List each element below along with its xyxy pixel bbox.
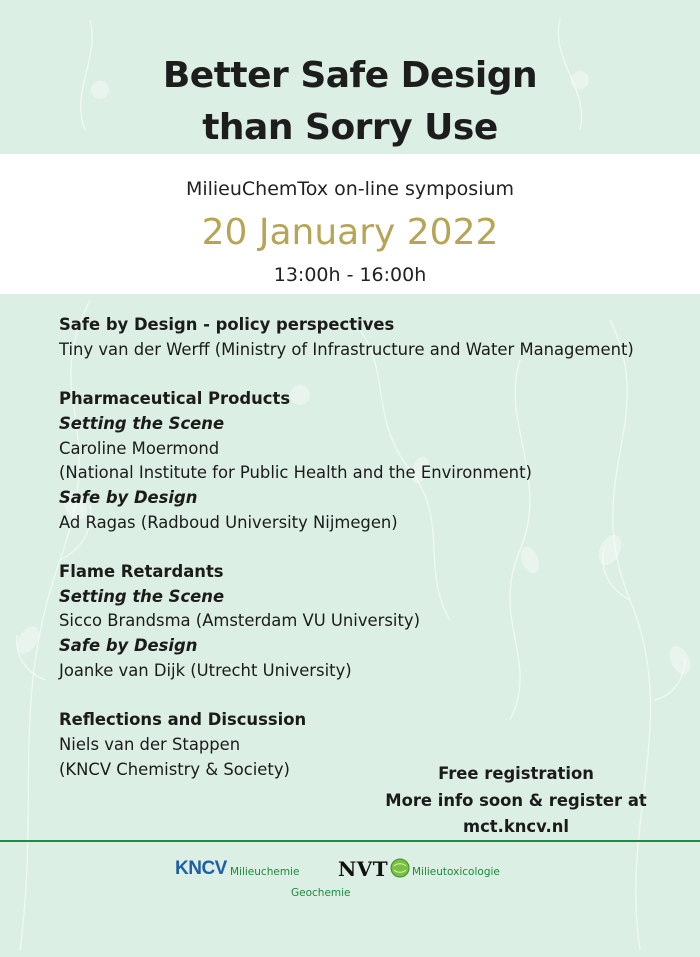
poster-title — [0, 50, 700, 154]
program-section-heading: Safe by Design - policy perspectives — [59, 315, 395, 334]
event-date: 20 January 2022 — [201, 212, 499, 253]
program-spacer — [59, 362, 679, 387]
program-session-title: Setting the Scene — [59, 413, 225, 433]
registration-line-2: More info soon & register at — [385, 790, 647, 810]
registration-line-1: Free registration — [438, 764, 594, 783]
kncv-geochemie-label: Geochemie — [291, 887, 351, 899]
nvt-logo: NVT — [338, 857, 389, 881]
program-speaker: Sicco Brandsma (Amsterdam VU University) — [59, 611, 420, 631]
title-line-1: Better Safe Design — [162, 55, 538, 96]
footer-divider — [0, 840, 700, 842]
title-line-2: than Sorry Use — [202, 107, 498, 148]
program-list — [59, 313, 679, 782]
program-section-heading: Reflections and Discussion — [59, 710, 307, 730]
nvt-globe-icon — [390, 858, 410, 878]
nvt-milieutoxicologie-label: Milieutoxicologie — [412, 866, 500, 878]
program-session-title: Safe by Design — [59, 636, 198, 656]
program-session-title: Setting the Scene — [59, 586, 225, 606]
program-speaker: Niels van der Stappen — [59, 734, 241, 754]
kncv-milieuchemie-label: Milieuchemie — [230, 866, 300, 878]
program-spacer — [59, 535, 679, 560]
program-spacer — [59, 684, 679, 709]
program-speaker: Joanke van Dijk (Utrecht University) — [59, 660, 352, 680]
program-section-heading: Pharmaceutical Products — [59, 389, 291, 409]
registration-info — [380, 761, 652, 841]
kncv-logo: KNCV — [175, 858, 227, 879]
event-subtitle: MilieuChemTox on-line symposium — [185, 178, 515, 200]
program-session-title: Safe by Design — [59, 487, 198, 507]
program-section-heading: Flame Retardants — [59, 562, 224, 581]
program-speaker: (National Institute for Public Health and the Environment) — [59, 463, 532, 483]
program-speaker: Caroline Moermond — [59, 438, 220, 458]
event-info-band — [0, 154, 700, 294]
registration-url[interactable]: mct.kncv.nl — [462, 817, 569, 836]
program-speaker: Ad Ragas (Radboud University Nijmegen) — [59, 512, 398, 532]
program-speaker: (KNCV Chemistry & Society) — [59, 759, 290, 779]
program-speaker: Tiny van der Werff (Ministry of Infrastructure and Water Management) — [59, 339, 634, 359]
event-time: 13:00h - 16:00h — [273, 264, 427, 286]
